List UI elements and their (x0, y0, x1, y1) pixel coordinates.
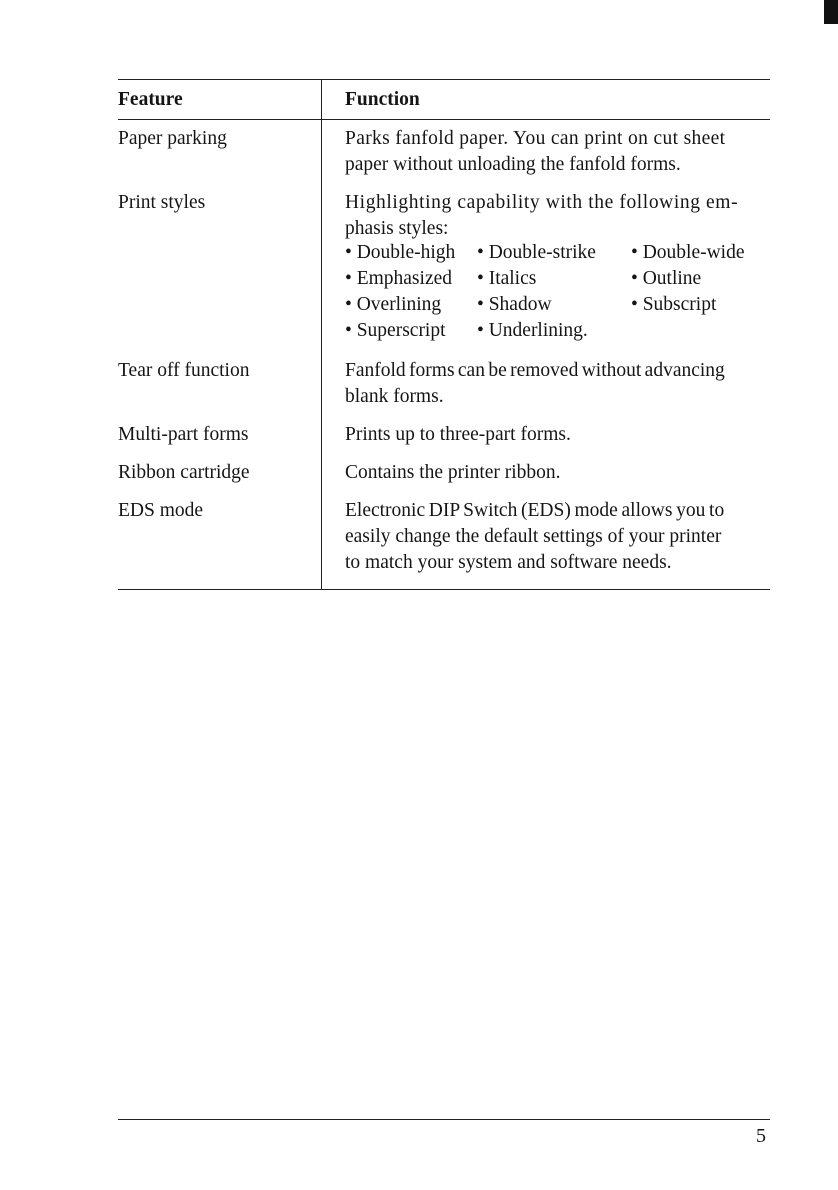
function-eds-mode-line-2: easily change the default settings of your printer (345, 526, 722, 547)
function-multi-part-forms: Prints up to three-part forms. (345, 424, 571, 445)
function-paper-parking-line-1: Parks fanfold paper. You can print on cut sheet (345, 128, 726, 149)
function-eds-mode-line-3: to match your system and software needs. (345, 552, 672, 573)
style-double-strike: • Double-strike (477, 242, 596, 263)
style-double-high: • Double-high (345, 242, 456, 263)
feature-multi-part-forms: Multi-part forms (118, 424, 249, 445)
function-tear-off-line-1: Fanfold forms can be removed without advancing (345, 360, 725, 381)
function-column-header: Function (345, 89, 420, 110)
table-header-rule (118, 119, 770, 120)
style-outline: • Outline (631, 268, 702, 289)
style-emphasized: • Emphasized (345, 268, 453, 289)
style-italics: • Italics (477, 268, 537, 289)
style-superscript: • Superscript (345, 320, 446, 341)
table-top-rule (118, 79, 770, 80)
function-print-styles-line-1: Highlighting capability with the following em- (345, 192, 739, 213)
footer-rule (118, 1119, 770, 1120)
function-eds-mode-line-1: Electronic DIP Switch (EDS) mode allows you to (345, 500, 725, 521)
feature-paper-parking: Paper parking (118, 128, 227, 149)
scan-corner-mark (824, 0, 838, 24)
feature-eds-mode: EDS mode (118, 500, 204, 521)
function-paper-parking-line-2: paper without unloading the fanfold forms. (345, 154, 681, 175)
function-print-styles-line-2: phasis styles: (345, 218, 449, 239)
feature-ribbon-cartridge: Ribbon cartridge (118, 462, 250, 483)
style-double-wide: • Double-wide (631, 242, 745, 263)
feature-column-header: Feature (118, 89, 183, 110)
style-shadow: • Shadow (477, 294, 552, 315)
style-underlining: • Underlining. (477, 320, 588, 341)
style-overlining: • Overlining (345, 294, 442, 315)
table-bottom-rule (118, 589, 770, 590)
style-subscript: • Subscript (631, 294, 717, 315)
feature-tear-off-function: Tear off function (118, 360, 250, 381)
table-column-divider (321, 79, 322, 590)
page-number: 5 (756, 1125, 766, 1147)
feature-print-styles: Print styles (118, 192, 206, 213)
function-ribbon-cartridge: Contains the printer ribbon. (345, 462, 561, 483)
function-tear-off-line-2: blank forms. (345, 386, 444, 407)
